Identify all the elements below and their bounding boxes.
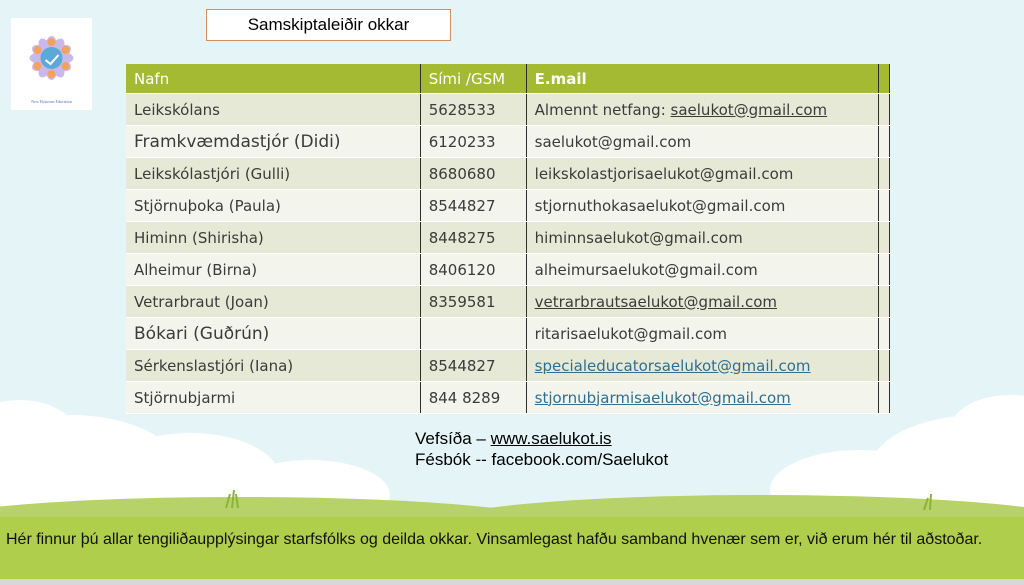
cell-phone	[420, 318, 526, 350]
footer-links	[415, 428, 668, 470]
cell-empty	[878, 254, 889, 286]
header-empty	[878, 64, 889, 94]
cell-phone: 6120233	[420, 126, 526, 158]
table-row	[126, 318, 890, 350]
cell-name: Alheimur (Birna)	[126, 254, 420, 286]
website-label: Vefsíða –	[415, 429, 491, 448]
cell-empty	[878, 190, 889, 222]
cell-phone: 8680680	[420, 158, 526, 190]
cell-name: Vetrarbraut (Joan)	[126, 286, 420, 318]
table-header-row	[126, 64, 890, 94]
cell-empty	[878, 222, 889, 254]
cell-email: alheimursaelukot@gmail.com	[526, 254, 878, 286]
contacts-table	[126, 64, 890, 414]
header-email: E.mail	[526, 64, 878, 94]
cell-empty	[878, 126, 889, 158]
table-row	[126, 382, 890, 414]
cell-email	[526, 286, 878, 318]
cell-empty	[878, 350, 889, 382]
website-link[interactable]: www.saelukot.is	[490, 429, 612, 448]
cell-email: leikskolastjorisaelukot@gmail.com	[526, 158, 878, 190]
header-phone: Sími /GSM	[420, 64, 526, 94]
bottom-message: Hér finnur þú allar tengiliðaupplýsingar starfsfólks og deilda okkar. Vinsamlegast hafðu samband hvenær sem er, við erum hér til aðstoðar.	[6, 531, 983, 548]
table-row	[126, 126, 890, 158]
cell-name: Sérkenslastjóri (Iana)	[126, 350, 420, 382]
logo-flower-icon	[11, 18, 92, 98]
cell-empty	[878, 94, 889, 126]
header-name: Nafn	[126, 64, 420, 94]
table-row	[126, 190, 890, 222]
cell-name: Stjörnuþoka (Paula)	[126, 190, 420, 222]
cell-phone: 8544827	[420, 190, 526, 222]
cell-empty	[878, 382, 889, 414]
cell-email: ritarisaelukot@gmail.com	[526, 318, 878, 350]
table-row	[126, 254, 890, 286]
cell-empty	[878, 286, 889, 318]
cell-empty	[878, 318, 889, 350]
cell-phone: 8544827	[420, 350, 526, 382]
table-row	[126, 286, 890, 318]
table-row	[126, 158, 890, 190]
cell-email	[526, 94, 878, 126]
cell-name: Leikskólans	[126, 94, 420, 126]
cell-name: Himinn (Shirisha)	[126, 222, 420, 254]
page-title: Samskiptaleiðir okkar	[206, 9, 451, 41]
cell-name: Framkvæmdastjór (Didi)	[126, 126, 420, 158]
cell-name: Bókari (Guðrún)	[126, 318, 420, 350]
email-link[interactable]: vetrarbrautsaelukot@gmail.com	[534, 292, 778, 311]
email-link[interactable]: stjornubjarmisaelukot@gmail.com	[534, 388, 791, 407]
cell-empty	[878, 158, 889, 190]
email-link[interactable]: specialeducatorsaelukot@gmail.com	[534, 356, 811, 375]
table-row	[126, 222, 890, 254]
cell-email: himinnsaelukot@gmail.com	[526, 222, 878, 254]
cell-phone: 5628533	[420, 94, 526, 126]
table-row	[126, 350, 890, 382]
cell-phone: 8406120	[420, 254, 526, 286]
cell-email: saelukot@gmail.com	[526, 126, 878, 158]
cell-email	[526, 382, 878, 414]
cell-phone: 8448275	[420, 222, 526, 254]
website-line	[415, 428, 668, 449]
cell-name: Stjörnubjarmi	[126, 382, 420, 414]
cell-name: Leikskólastjóri (Gulli)	[126, 158, 420, 190]
cell-email	[526, 350, 878, 382]
email-link[interactable]: saelukot@gmail.com	[670, 100, 828, 119]
logo-caption: New Horizons Education	[31, 99, 72, 104]
facebook-line: Fésbók -- facebook.com/Saelukot	[415, 450, 669, 469]
logo	[11, 18, 92, 110]
cell-phone: 8359581	[420, 286, 526, 318]
cell-email: stjornuthokasaelukot@gmail.com	[526, 190, 878, 222]
bottom-strip	[0, 579, 1024, 585]
cell-phone: 844 8289	[420, 382, 526, 414]
email-prefix: Almennt netfang:	[534, 100, 671, 119]
table-row	[126, 94, 890, 126]
